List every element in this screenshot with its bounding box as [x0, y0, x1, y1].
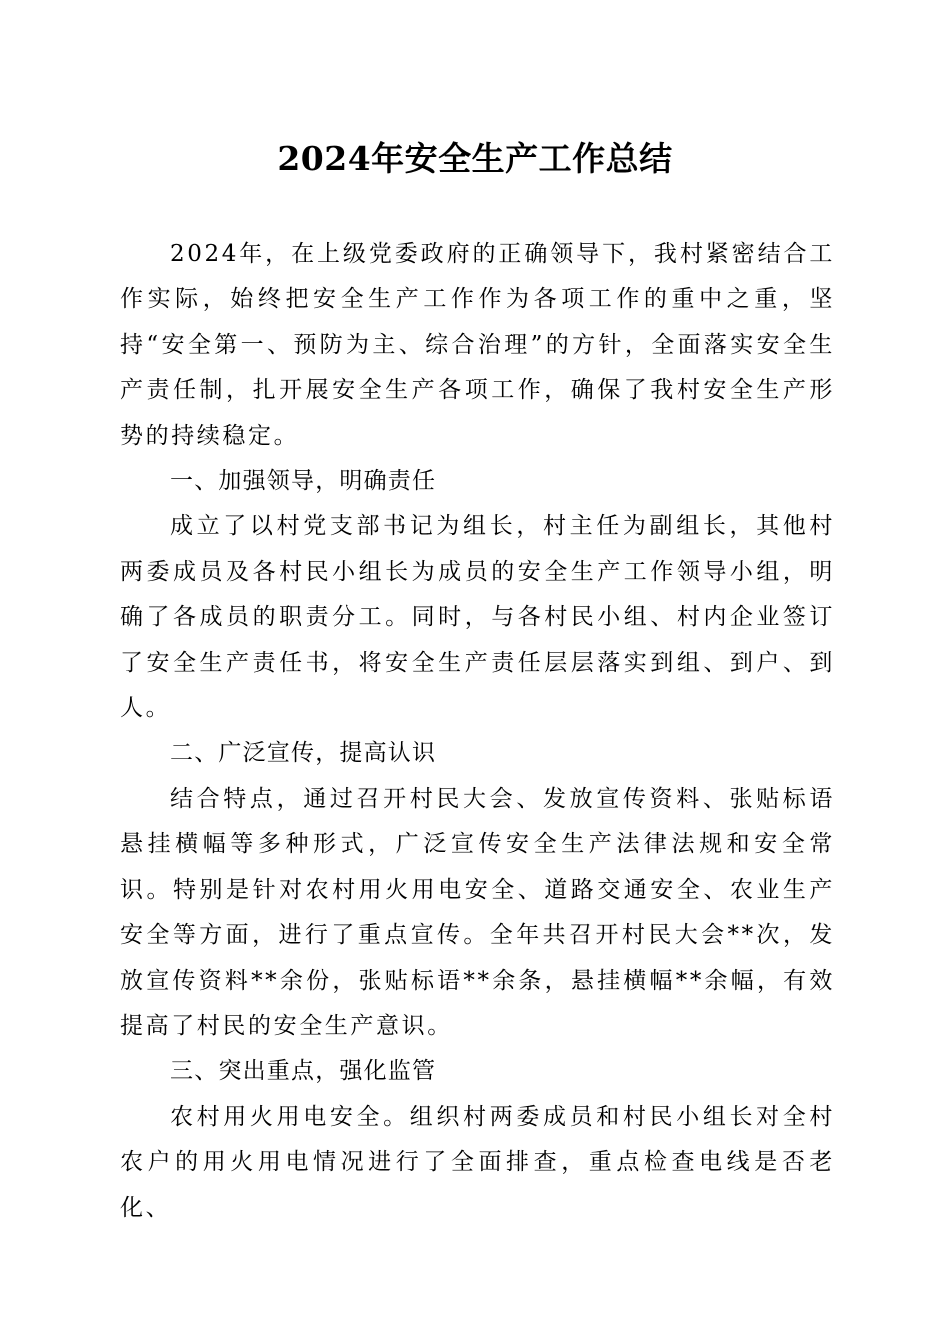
- section-paragraph-3: 农村用火用电安全。组织村两委成员和村民小组长对全村农户的用火用电情况进行了全面排查，重点检查电线是否老化、: [120, 1103, 835, 1221]
- section-heading-2: 二、广泛宣传，提高认识: [170, 740, 437, 767]
- section-paragraph-1: 成立了以村党支部书记为组长，村主任为副组长，其他村两委成员及各村民小组长为成员的安全生产工作领导小组，明确了各成员的职责分工。同时，与各村民小组、村内企业签订了安全生产责任书，将安全生产责任层层落实到组、到户、到人。: [120, 513, 835, 722]
- section-heading-1: 一、加强领导，明确责任: [170, 468, 437, 495]
- intro-paragraph: 2024年，在上级党委政府的正确领导下，我村紧密结合工作实际，始终把安全生产工作作为各项工作的重中之重，坚持“安全第一、预防为主、综合治理”的方针，全面落实安全生产责任制，扎开展安全生产各项工作，确保了我村安全生产形势的持续稳定。: [120, 241, 835, 449]
- document-title: 2024年安全生产工作总结: [277, 139, 673, 178]
- section-heading-3: 三、突出重点，强化监管: [170, 1058, 437, 1085]
- section-paragraph-2: 结合特点，通过召开村民大会、发放宣传资料、张贴标语悬挂横幅等多种形式，广泛宣传安全生产法律法规和安全常识。特别是针对农村用火用电安全、道路交通安全、农业生产安全等方面，进行了重点宣传。全年共召开村民大会**次，发放宣传资料**余份，张贴标语**余条，悬挂横幅**余幅，有效提高了村民的安全生产意识。: [120, 785, 835, 1039]
- document-body: [120, 232, 835, 1231]
